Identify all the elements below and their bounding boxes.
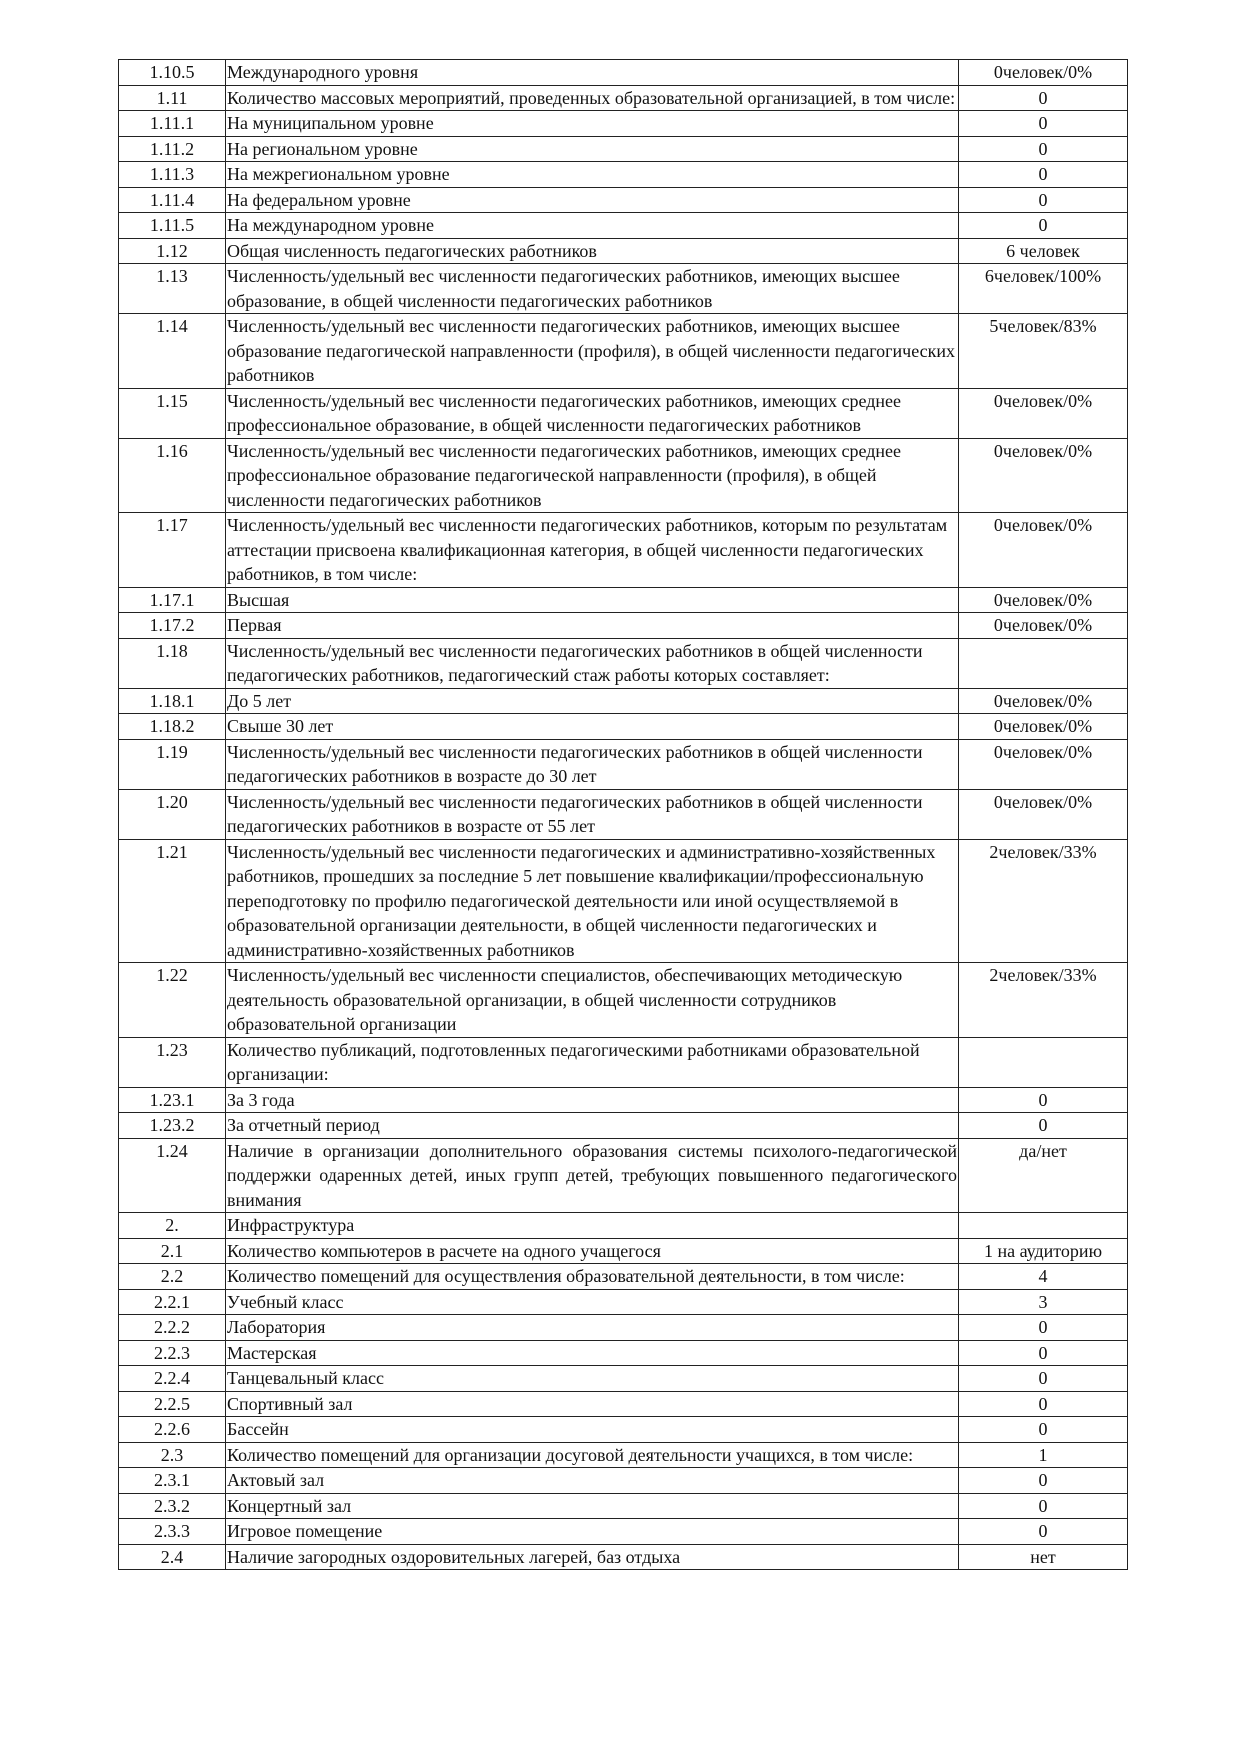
indicator-value-cell <box>959 1037 1128 1087</box>
indicator-value-cell: 0 <box>959 1391 1128 1417</box>
indicator-text-cell: Лаборатория <box>226 1315 959 1341</box>
row-number-cell: 1.11.2 <box>119 136 226 162</box>
indicator-text-cell: Первая <box>226 613 959 639</box>
indicator-text-cell: Численность/удельный вес численности педагогических работников в общей численности педагогических работников, педагогический стаж работы которых составляет: <box>226 638 959 688</box>
row-number-cell: 1.22 <box>119 963 226 1038</box>
indicator-text-cell: За 3 года <box>226 1087 959 1113</box>
indicator-text-cell: Численность/удельный вес численности педагогических работников, имеющих среднее профессиональное образование, в общей численности педагогических работников <box>226 388 959 438</box>
indicator-text-cell: До 5 лет <box>226 688 959 714</box>
indicator-text-cell: Игровое помещение <box>226 1519 959 1545</box>
table-row <box>119 1442 1128 1468</box>
indicator-value-cell: 0человек/0% <box>959 789 1128 839</box>
indicator-value-cell: 0человек/0% <box>959 60 1128 86</box>
row-number-cell: 1.11 <box>119 85 226 111</box>
row-number-cell: 1.17.1 <box>119 587 226 613</box>
table-row <box>119 1289 1128 1315</box>
row-number-cell: 2. <box>119 1213 226 1239</box>
indicator-value-cell: 0 <box>959 136 1128 162</box>
table-row <box>119 688 1128 714</box>
row-number-cell: 2.4 <box>119 1544 226 1570</box>
indicator-value-cell: 0 <box>959 213 1128 239</box>
table-row <box>119 613 1128 639</box>
table-row <box>119 162 1128 188</box>
row-number-cell: 1.15 <box>119 388 226 438</box>
row-number-cell: 1.10.5 <box>119 60 226 86</box>
document-page <box>118 59 1128 1570</box>
table-row <box>119 264 1128 314</box>
table-row <box>119 789 1128 839</box>
row-number-cell: 1.23.1 <box>119 1087 226 1113</box>
indicator-value-cell: 0человек/0% <box>959 739 1128 789</box>
row-number-cell: 1.11.4 <box>119 187 226 213</box>
row-number-cell: 2.1 <box>119 1238 226 1264</box>
indicator-text-cell: Численность/удельный вес численности педагогических работников, имеющих высшее образование педагогической направленности (профиля), в общей численности педагогических работников <box>226 314 959 389</box>
indicator-value-cell: 0 <box>959 1340 1128 1366</box>
indicator-text-cell: Танцевальный класс <box>226 1366 959 1392</box>
table-row <box>119 60 1128 86</box>
row-number-cell: 2.2 <box>119 1264 226 1290</box>
table-row <box>119 85 1128 111</box>
row-number-cell: 1.24 <box>119 1138 226 1213</box>
indicator-text-cell: Количество компьютеров в расчете на одного учащегося <box>226 1238 959 1264</box>
table-row <box>119 839 1128 963</box>
row-number-cell: 1.12 <box>119 238 226 264</box>
table-row <box>119 1493 1128 1519</box>
indicator-text-cell: Мастерская <box>226 1340 959 1366</box>
indicator-value-cell: 0 <box>959 1519 1128 1545</box>
indicator-value-cell: 0 <box>959 1087 1128 1113</box>
table-row <box>119 1315 1128 1341</box>
indicator-text-cell: Количество помещений для организации досуговой деятельности учащихся, в том числе: <box>226 1442 959 1468</box>
indicator-value-cell: 0человек/0% <box>959 714 1128 740</box>
indicator-value-cell: 0 <box>959 111 1128 137</box>
indicator-text-cell: Общая численность педагогических работников <box>226 238 959 264</box>
indicator-value-cell: 0 <box>959 1468 1128 1494</box>
row-number-cell: 2.3.3 <box>119 1519 226 1545</box>
indicator-text-cell: За отчетный период <box>226 1113 959 1139</box>
table-row <box>119 1340 1128 1366</box>
table-row <box>119 438 1128 513</box>
table-row <box>119 513 1128 588</box>
indicator-value-cell: 0 <box>959 1315 1128 1341</box>
indicator-value-cell: 4 <box>959 1264 1128 1290</box>
indicator-text-cell: На международном уровне <box>226 213 959 239</box>
indicator-text-cell: Спортивный зал <box>226 1391 959 1417</box>
indicators-table <box>118 59 1128 1570</box>
table-row <box>119 111 1128 137</box>
table-row <box>119 388 1128 438</box>
table-row <box>119 314 1128 389</box>
indicator-value-cell: да/нет <box>959 1138 1128 1213</box>
indicator-value-cell: 0 <box>959 1417 1128 1443</box>
indicator-value-cell <box>959 638 1128 688</box>
indicator-text-cell: Численность/удельный вес численности педагогических работников в общей численности педагогических работников в возрасте до 30 лет <box>226 739 959 789</box>
indicator-value-cell: 0человек/0% <box>959 587 1128 613</box>
row-number-cell: 1.16 <box>119 438 226 513</box>
table-row <box>119 136 1128 162</box>
indicator-value-cell: 0человек/0% <box>959 613 1128 639</box>
row-number-cell: 1.20 <box>119 789 226 839</box>
table-row <box>119 1417 1128 1443</box>
indicator-text-cell: На федеральном уровне <box>226 187 959 213</box>
indicator-text-cell: Свыше 30 лет <box>226 714 959 740</box>
row-number-cell: 2.2.6 <box>119 1417 226 1443</box>
row-number-cell: 1.18 <box>119 638 226 688</box>
indicator-value-cell: 1 на аудиторию <box>959 1238 1128 1264</box>
row-number-cell: 1.17.2 <box>119 613 226 639</box>
indicator-value-cell: 0человек/0% <box>959 513 1128 588</box>
table-row <box>119 1238 1128 1264</box>
row-number-cell: 1.17 <box>119 513 226 588</box>
indicator-value-cell: 2человек/33% <box>959 963 1128 1038</box>
table-row <box>119 1544 1128 1570</box>
row-number-cell: 1.19 <box>119 739 226 789</box>
row-number-cell: 1.13 <box>119 264 226 314</box>
row-number-cell: 1.21 <box>119 839 226 963</box>
indicator-text-cell: Количество помещений для осуществления образовательной деятельности, в том числе: <box>226 1264 959 1290</box>
row-number-cell: 1.11.1 <box>119 111 226 137</box>
indicator-text-cell: Количество массовых мероприятий, проведенных образовательной организацией, в том числе: <box>226 85 959 111</box>
indicator-text-cell: Численность/удельный вес численности педагогических работников, которым по результатам аттестации присвоена квалификационная категория, в общей численности педагогических работников, в том числе: <box>226 513 959 588</box>
table-row <box>119 714 1128 740</box>
row-number-cell: 2.2.5 <box>119 1391 226 1417</box>
row-number-cell: 1.23.2 <box>119 1113 226 1139</box>
indicator-text-cell: Актовый зал <box>226 1468 959 1494</box>
indicator-text-cell: Численность/удельный вес численности педагогических работников, имеющих высшее образование, в общей численности педагогических работников <box>226 264 959 314</box>
indicator-value-cell: 2человек/33% <box>959 839 1128 963</box>
indicator-value-cell: 3 <box>959 1289 1128 1315</box>
indicator-text-cell: Бассейн <box>226 1417 959 1443</box>
row-number-cell: 1.11.5 <box>119 213 226 239</box>
row-number-cell: 2.2.2 <box>119 1315 226 1341</box>
indicator-text-cell: Инфраструктура <box>226 1213 959 1239</box>
table-row <box>119 1138 1128 1213</box>
indicator-value-cell: 1 <box>959 1442 1128 1468</box>
indicator-text-cell: Концертный зал <box>226 1493 959 1519</box>
indicator-value-cell: 0 <box>959 1113 1128 1139</box>
indicator-text-cell: Численность/удельный вес численности педагогических работников, имеющих среднее профессиональное образование педагогической направленности (профиля), в общей численности педагогических работников <box>226 438 959 513</box>
indicator-value-cell: 0 <box>959 1493 1128 1519</box>
row-number-cell: 2.2.3 <box>119 1340 226 1366</box>
table-row <box>119 1037 1128 1087</box>
indicator-text-cell: Наличие загородных оздоровительных лагерей, баз отдыха <box>226 1544 959 1570</box>
indicator-value-cell: 0 <box>959 162 1128 188</box>
table-row <box>119 1213 1128 1239</box>
indicator-value-cell: 0 <box>959 85 1128 111</box>
table-row <box>119 187 1128 213</box>
table-row <box>119 587 1128 613</box>
indicator-text-cell: На муниципальном уровне <box>226 111 959 137</box>
indicator-text-cell: Численность/удельный вес численности специалистов, обеспечивающих методическую деятельность образовательной организации, в общей численности сотрудников образовательной организации <box>226 963 959 1038</box>
row-number-cell: 2.3 <box>119 1442 226 1468</box>
row-number-cell: 2.3.2 <box>119 1493 226 1519</box>
indicator-value-cell <box>959 1213 1128 1239</box>
indicator-text-cell: Численность/удельный вес численности педагогических и административно-хозяйственных работников, прошедших за последние 5 лет повышение квалификации/профессиональную переподготовку по профилю педагогической деятельности или иной осуществляемой в образовательной организации деятельности, в общей численности педагогических и административно-хозяйственных работников <box>226 839 959 963</box>
table-row <box>119 1366 1128 1392</box>
row-number-cell: 1.23 <box>119 1037 226 1087</box>
row-number-cell: 1.18.1 <box>119 688 226 714</box>
indicator-value-cell: 0 <box>959 187 1128 213</box>
row-number-cell: 2.2.4 <box>119 1366 226 1392</box>
indicator-value-cell: 0человек/0% <box>959 388 1128 438</box>
indicator-text-cell: Международного уровня <box>226 60 959 86</box>
table-row <box>119 638 1128 688</box>
indicator-text-cell: Численность/удельный вес численности педагогических работников в общей численности педагогических работников в возрасте от 55 лет <box>226 789 959 839</box>
row-number-cell: 1.11.3 <box>119 162 226 188</box>
indicator-value-cell: 0 <box>959 1366 1128 1392</box>
indicator-value-cell: 6 человек <box>959 238 1128 264</box>
indicator-value-cell: 6человек/100% <box>959 264 1128 314</box>
indicator-value-cell: нет <box>959 1544 1128 1570</box>
indicator-value-cell: 0человек/0% <box>959 438 1128 513</box>
indicator-text-cell: Наличие в организации дополнительного образования системы психолого-педагогической поддержки одаренных детей, иных групп детей, требующих повышенного педагогического внимания <box>226 1138 959 1213</box>
indicator-text-cell: На региональном уровне <box>226 136 959 162</box>
table-row <box>119 1468 1128 1494</box>
row-number-cell: 1.14 <box>119 314 226 389</box>
table-row <box>119 1113 1128 1139</box>
indicator-text-cell: Высшая <box>226 587 959 613</box>
indicators-table-body <box>119 60 1128 1570</box>
indicator-text-cell: Учебный класс <box>226 1289 959 1315</box>
indicator-text-cell: На межрегиональном уровне <box>226 162 959 188</box>
table-row <box>119 1087 1128 1113</box>
table-row <box>119 739 1128 789</box>
indicator-value-cell: 5человек/83% <box>959 314 1128 389</box>
row-number-cell: 1.18.2 <box>119 714 226 740</box>
row-number-cell: 2.3.1 <box>119 1468 226 1494</box>
row-number-cell: 2.2.1 <box>119 1289 226 1315</box>
indicator-text-cell: Количество публикаций, подготовленных педагогическими работниками образовательной организации: <box>226 1037 959 1087</box>
table-row <box>119 238 1128 264</box>
table-row <box>119 1519 1128 1545</box>
table-row <box>119 1391 1128 1417</box>
indicator-value-cell: 0человек/0% <box>959 688 1128 714</box>
table-row <box>119 1264 1128 1290</box>
table-row <box>119 963 1128 1038</box>
table-row <box>119 213 1128 239</box>
